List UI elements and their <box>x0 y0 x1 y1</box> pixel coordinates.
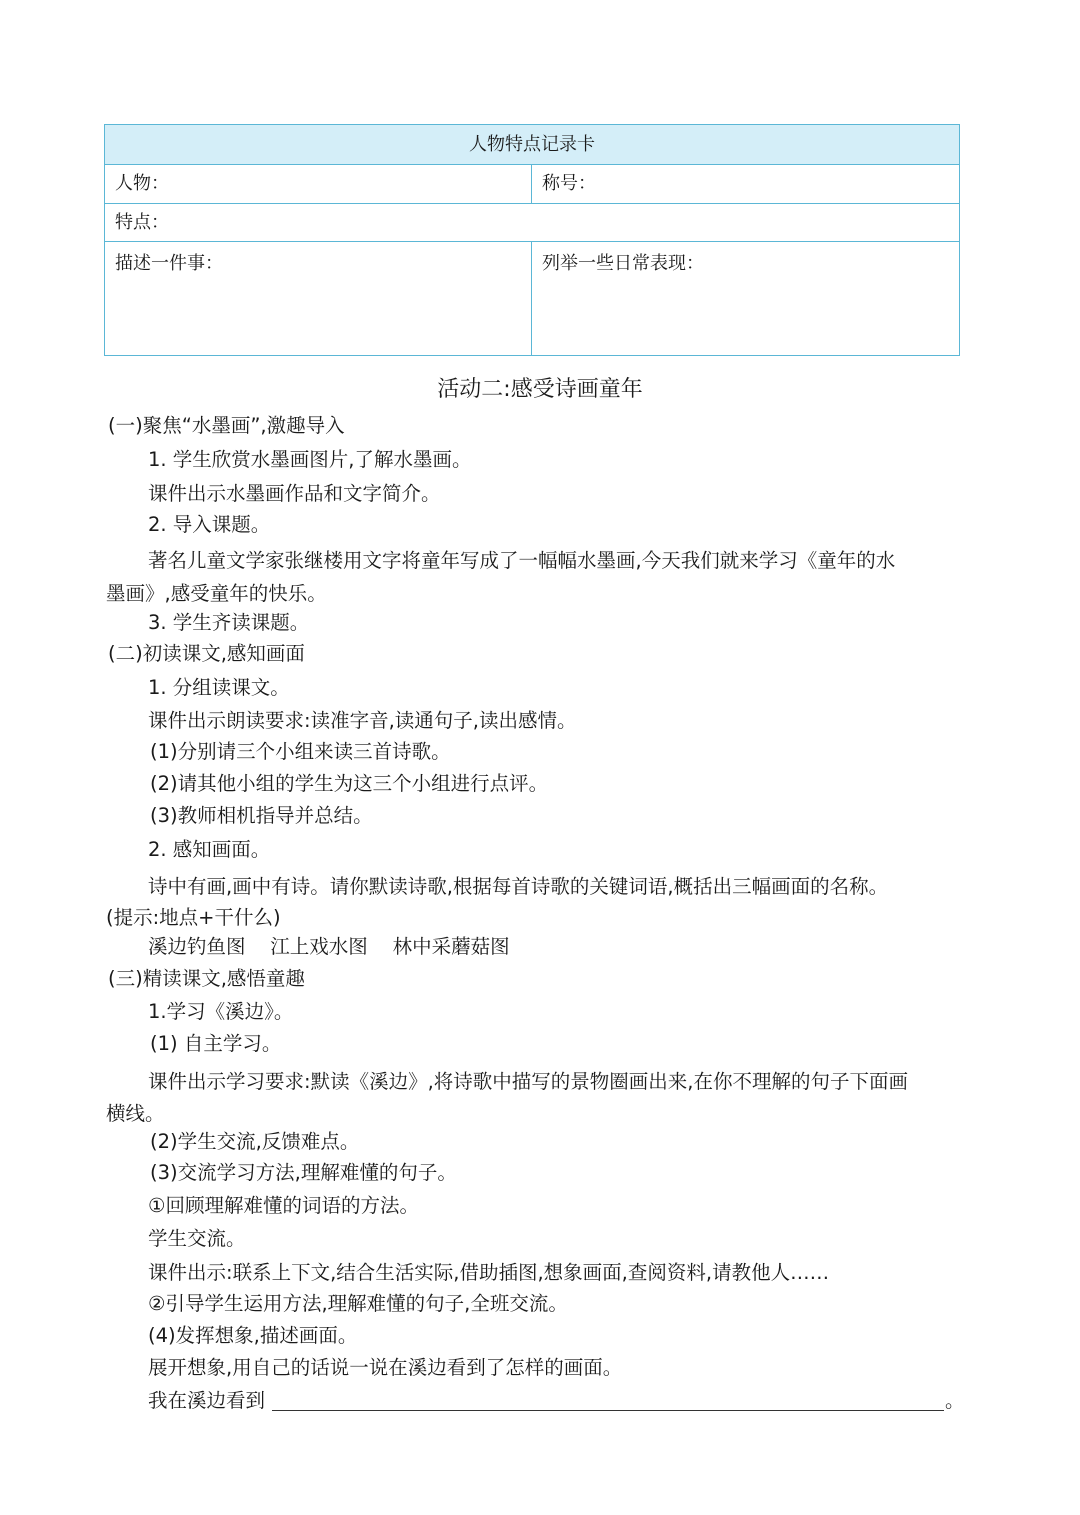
section-heading: (三)精读课文,感悟童趣 <box>108 967 305 990</box>
text-line: 展开想象,用自己的话说一说在溪边看到了怎样的画面。 <box>148 1356 623 1379</box>
text-line: 课件出示学习要求:默读《溪边》,将诗歌中描写的景物圈画出来,在你不理解的句子下面画 <box>148 1070 908 1093</box>
text-line: (4)发挥想象,描述画面。 <box>148 1324 358 1347</box>
card-divider <box>531 241 532 355</box>
text-line: 诗中有画,画中有诗。请你默读诗歌,根据每首诗歌的关键词语,概括出三幅画面的名称。 <box>148 875 889 898</box>
text-line: (提示:地点+干什么) <box>106 906 281 929</box>
text-line: 课件出示水墨画作品和文字简介。 <box>148 482 441 505</box>
section-heading: (一)聚焦“水墨画”,激趣导入 <box>108 414 345 437</box>
text-line: 课件出示:联系上下文,结合生活实际,借助插图,想象画面,查阅资料,请教他人…… <box>148 1261 830 1284</box>
text-line: 2. 感知画面。 <box>148 838 271 861</box>
activity-title: 活动二:感受诗画童年 <box>437 377 643 402</box>
card-divider <box>531 165 532 203</box>
text-line: 横线。 <box>106 1102 165 1125</box>
person-field: 人物： <box>115 173 169 194</box>
card-divider <box>105 241 959 242</box>
section-heading: (二)初读课文,感知画面 <box>108 642 305 665</box>
text-line: (3)交流学习方法,理解难懂的句子。 <box>150 1161 457 1184</box>
record-card <box>104 124 960 356</box>
text-line: ①回顾理解难懂的词语的方法。 <box>148 1194 419 1217</box>
traits-field: 特点： <box>115 212 169 233</box>
text-line: 3. 学生齐读课题。 <box>148 611 310 634</box>
text-line: (2)请其他小组的学生为这三个小组进行点评。 <box>150 772 549 795</box>
text-line: 1. 分组读课文。 <box>148 676 290 699</box>
text-line: (1)分别请三个小组来读三首诗歌。 <box>150 740 451 763</box>
title-field: 称号： <box>542 173 596 194</box>
text-line: 学生交流。 <box>148 1227 246 1250</box>
text-line: 我在溪边看到 <box>148 1389 266 1412</box>
text-line: 2. 导入课题。 <box>148 513 271 536</box>
daily-behavior-field: 列举一些日常表现： <box>542 253 704 274</box>
card-divider <box>105 203 959 204</box>
text-line: (3)教师相机指导并总结。 <box>150 804 373 827</box>
event-field: 描述一件事： <box>115 253 223 274</box>
text-line: 墨画》,感受童年的快乐。 <box>106 582 327 605</box>
text-line: (1) 自主学习。 <box>150 1032 282 1055</box>
text-line: 1.学习《溪边》。 <box>148 1000 294 1023</box>
text-line: ②引导学生运用方法,理解难懂的句子,全班交流。 <box>148 1292 568 1315</box>
text-line: 著名儿童文学家张继楼用文字将童年写成了一幅幅水墨画,今天我们就来学习《童年的水 <box>148 549 896 572</box>
end-mark: 。 <box>945 1389 965 1412</box>
card-header: 人物特点记录卡 <box>105 125 959 165</box>
text-line: 课件出示朗读要求:读准字音,读通句子,读出感情。 <box>148 709 577 732</box>
text-line: 1. 学生欣赏水墨画图片,了解水墨画。 <box>148 448 472 471</box>
text-line: (2)学生交流,反馈难点。 <box>150 1130 360 1153</box>
text-line: 溪边钓鱼图 江上戏水图 林中采蘑菇图 <box>148 935 510 958</box>
fill-in-blank-line <box>272 1410 944 1411</box>
